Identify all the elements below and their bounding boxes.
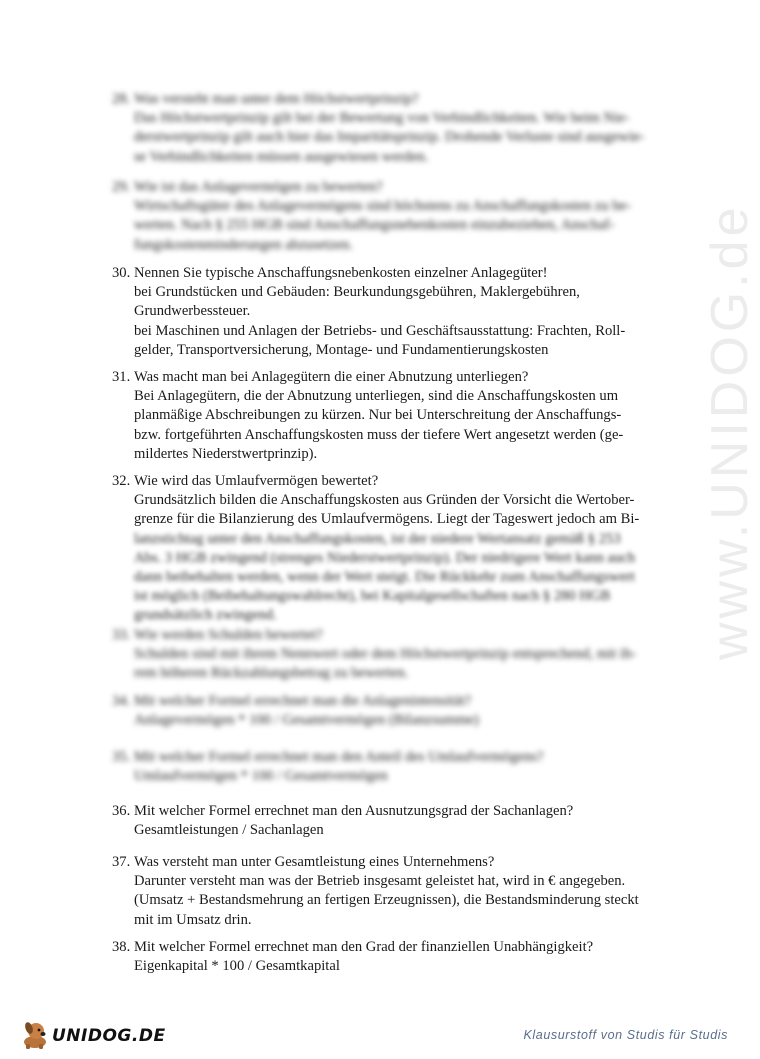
answer-text: Gesamtleistungen / Sachanlagen	[134, 822, 324, 839]
footer-tagline: Klausurstoff von Studis für Studis	[523, 1028, 728, 1042]
qa-item-28	[112, 90, 657, 167]
question-text: Was versteht man unter dem Höchstwertprinzip?	[134, 91, 419, 107]
question-text: Was versteht man unter Gesamtleistung eines Unternehmens?	[134, 854, 495, 870]
answer-text: Darunter versteht man was der Betrieb insgesamt geleistet hat, wird in € angegeben. (Umsatz + Bestandsmehrung an fertigen Erzeugnissen), die Bestandsminderung steckt mit im Umsatz drin.	[134, 873, 639, 928]
question-number: 35.	[112, 749, 131, 765]
question-text: Was macht man bei Anlagegütern die einer Abnutzung unterliegen?	[134, 369, 529, 385]
question-text: Wie ist das Anlagevermögen zu bewerten?	[134, 179, 383, 195]
logo-text: UNIDOG.DE	[52, 1026, 166, 1046]
qa-item-36	[112, 802, 657, 840]
question-text: Mit welcher Formel errechnet man den Grad der finanziellen Unabhängigkeit?	[134, 939, 594, 955]
qa-item-33	[112, 626, 657, 684]
answer-text: Schulden sind mit ihrem Nennwert oder dem Höchstwertprinzip entsprechend, mit ih- rem höheren Rückzahlungsbetrag zu bewerten.	[134, 646, 637, 682]
question-number: 34.	[112, 693, 131, 709]
qa-item-31	[112, 368, 657, 464]
question-text: Mit welcher Formel errechnet man die Anlagenintensität?	[134, 693, 472, 709]
question-number: 36.	[112, 803, 131, 819]
question-number: 30.	[112, 265, 131, 281]
answer-text: Bei Anlagegütern, die der Abnutzung unterliegen, sind die Anschaffungskosten um planmäßige Abschreibungen zu kürzen. Nur bei Unterschreitung der Anschaffungs- bzw. fortgeführten Anschaffungskosten muss der tiefere Wert angesetzt werden (ge- mildertes Niederstwertprinzip).	[134, 388, 624, 462]
question-number: 38.	[112, 939, 131, 955]
qa-item-35	[112, 748, 657, 786]
dog-icon	[20, 1018, 50, 1050]
question-number: 31.	[112, 369, 131, 385]
qa-item-29	[112, 178, 657, 255]
unidog-logo[interactable]	[20, 1018, 166, 1050]
watermark: www.UNIDOG.de	[701, 203, 759, 660]
question-text: Nennen Sie typische Anschaffungsnebenkosten einzelner Anlagegüter!	[134, 265, 548, 281]
question-text: Mit welcher Formel errechnet man den Ausnutzungsgrad der Sachanlagen?	[134, 803, 574, 819]
answer-text: Eigenkapital * 100 / Gesamtkapital	[134, 958, 340, 975]
question-text: Wie wird das Umlaufvermögen bewertet?	[134, 473, 379, 489]
answer-text-blurred: lanzstichtag unter den Anschaffungskosten, ist der niedere Wertansatz gemäß § 253 Abs. 3 HGB zwingend (strenges Niederstwertprinzip). Der niedrigere Wert kann auch dann beibehalten werden, wenn der Wert steigt. Die Rückkehr zum Anschaffungswert ist möglich (Beibehaltungswahlrecht), bei Kapitalgesellschaften nach § 280 HGB grundsätzlich zwingend.	[134, 530, 636, 624]
question-number: 28.	[112, 91, 131, 107]
question-number: 33.	[112, 627, 131, 643]
answer-text-visible: Grundsätzlich bilden die Anschaffungskosten aus Gründen der Vorsicht die Wertober- grenze für die Bilanzierung des Umlaufvermögens. Liegt der Tageswert jedoch am Bi-	[134, 492, 640, 528]
question-number: 32.	[112, 473, 131, 489]
answer-text: Wirtschaftsgüter des Anlagevermögens sind höchstens zu Anschaffungskosten zu be- werten. Nach § 255 HGB sind Anschaffungsnebenkosten einzubeziehen, Anschaf- fungskostenminderungen abzusetzen.	[134, 198, 631, 253]
qa-item-37	[112, 853, 657, 930]
question-text: Mit welcher Formel errechnet man den Anteil des Umlaufvermögens?	[134, 749, 544, 765]
qa-item-32	[112, 472, 657, 626]
question-number: 29.	[112, 179, 131, 195]
qa-item-30	[112, 264, 657, 360]
answer-text: Anlagevermögen * 100 / Gesamtvermögen (Bilanzsumme)	[134, 712, 479, 729]
question-text: Wie werden Schulden bewertet?	[134, 627, 323, 643]
answer-text: bei Grundstücken und Gebäuden: Beurkundungsgebühren, Maklergebühren, Grundwerbessteuer. bei Maschinen und Anlagen der Betriebs- und Geschäftsausstattung: Frachten, Roll- gelder, Transportversicherung, Montage- und Fundamentierungskosten	[134, 284, 626, 358]
qa-item-34	[112, 692, 657, 730]
answer-text: Das Höchstwertprinzip gilt bei der Bewertung von Verbindlichkeiten. Wie beim Nie- derstwertprinzip gilt auch hier das Imparitätsprinzip. Drohende Verluste sind ausgewie- se Verbindlichkeiten müssen ausgewiesen werden.	[134, 110, 645, 165]
answer-text: Umlaufvermögen * 100 / Gesamtvermögen	[134, 768, 388, 785]
question-number: 37.	[112, 854, 131, 870]
qa-item-38	[112, 938, 657, 976]
